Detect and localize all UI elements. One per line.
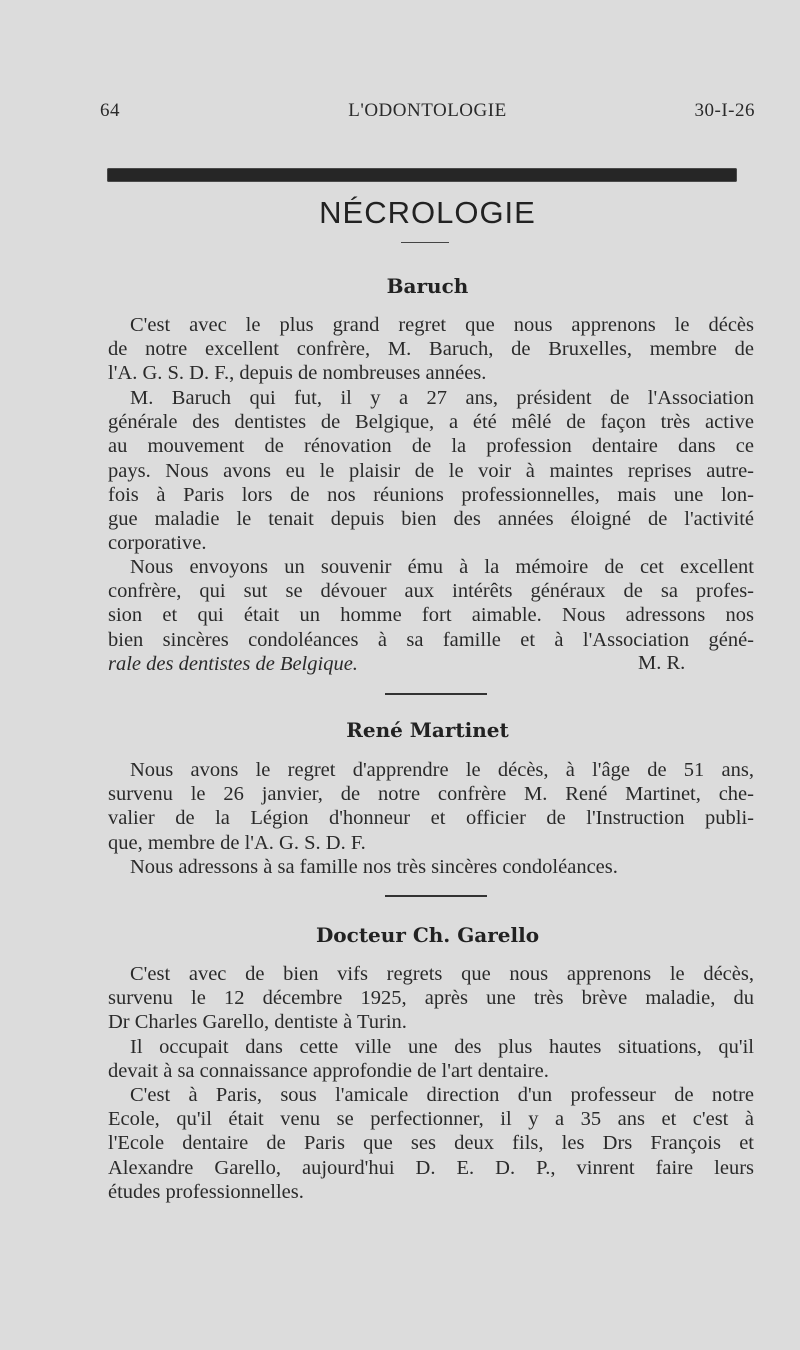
- author-signature: M. R.: [638, 652, 686, 674]
- text-line: l'A. G. S. D. F., depuis de nombreuses années.: [108, 362, 487, 385]
- text-line: rale des dentistes de Belgique.: [108, 652, 358, 675]
- separator-rule: [385, 895, 487, 897]
- text-line: C'est avec le plus grand regret que nous apprenons le décès: [130, 314, 754, 336]
- text-line: bien sincères condoléances à sa famille et à l'Association géné-: [108, 628, 754, 651]
- text-line: Nous adressons à sa famille nos très sincères condoléances.: [130, 856, 618, 878]
- text-line: survenu le 12 décembre 1925, après une très brève maladie, du: [108, 987, 754, 1010]
- page-number: 64: [100, 100, 120, 121]
- text-line: sion et qui était un homme fort aimable. Nous adressons nos: [108, 604, 754, 627]
- text-line: M. Baruch qui fut, il y a 27 ans, président de l'Association: [130, 387, 754, 409]
- text-line: pays. Nous avons eu le plaisir de le voir à maintes reprises autre-: [108, 459, 754, 482]
- running-header: [100, 100, 755, 126]
- obituary-heading-garello: Docteur Ch. Garello: [315, 923, 540, 947]
- obituary-heading-martinet: René Martinet: [346, 718, 509, 742]
- text-line: C'est à Paris, sous l'amicale direction d'un professeur de notre: [130, 1084, 754, 1106]
- text-line: gue maladie le tenait depuis bien des années éloigné de l'activité: [108, 508, 754, 531]
- paragraph: [108, 386, 754, 555]
- text-line: générale des dentistes de Belgique, a été mêlé de façon très active: [108, 411, 754, 434]
- text-line: devait à sa connaissance approfondie de l'art dentaire.: [108, 1060, 549, 1083]
- text-line: C'est avec de bien vifs regrets que nous apprenons le décès,: [130, 963, 754, 985]
- paragraph: [108, 758, 754, 855]
- text-line: survenu le 26 janvier, de notre confrère M. René Martinet, che-: [108, 783, 754, 806]
- text-line: valier de la Légion d'honneur et officier de l'Instruction publi-: [108, 807, 754, 830]
- paragraph: [108, 962, 754, 1035]
- section-title: NÉCROLOGIE: [319, 195, 536, 230]
- text-line: que, membre de l'A. G. S. D. F.: [108, 831, 366, 854]
- obituary-heading-baruch: Baruch: [386, 274, 469, 298]
- text-line: Dr Charles Garello, dentiste à Turin.: [108, 1011, 407, 1034]
- title-rule: [401, 242, 449, 243]
- text-line: confrère, qui sut se dévouer aux intérêts généraux de sa profes-: [108, 580, 754, 603]
- text-line: Nous envoyons un souvenir ému à la mémoire de cet excellent: [130, 556, 754, 578]
- text-line: Il occupait dans cette ville une des plus hautes situations, qu'il: [130, 1036, 754, 1058]
- text-line: Ecole, qu'il était venu se perfectionner, il y a 35 ans et c'est à: [108, 1108, 754, 1131]
- paragraph: [108, 1083, 754, 1204]
- issue-date: 30-I-26: [694, 100, 755, 121]
- paragraph: [108, 855, 754, 879]
- text-line: l'Ecole dentaire de Paris que ses deux fils, les Drs François et: [108, 1132, 754, 1155]
- decorative-banner: [107, 168, 737, 182]
- separator-rule: [385, 693, 487, 695]
- paragraph: [108, 313, 754, 386]
- paragraph: [108, 1035, 754, 1083]
- text-line: corporative.: [108, 532, 207, 555]
- text-line: Alexandre Garello, aujourd'hui D. E. D. P., vinrent faire leurs: [108, 1156, 754, 1179]
- text-line: Nous avons le regret d'apprendre le décès, à l'âge de 51 ans,: [130, 759, 754, 781]
- text-line: de notre excellent confrère, M. Baruch, de Bruxelles, membre de: [108, 338, 754, 361]
- text-line: études professionnelles.: [108, 1180, 304, 1203]
- text-line: au mouvement de rénovation de la profession dentaire dans ce: [108, 435, 754, 458]
- journal-title: L'ODONTOLOGIE: [348, 100, 507, 121]
- text-line: fois à Paris lors de nos réunions professionnelles, mais une lon-: [108, 483, 754, 506]
